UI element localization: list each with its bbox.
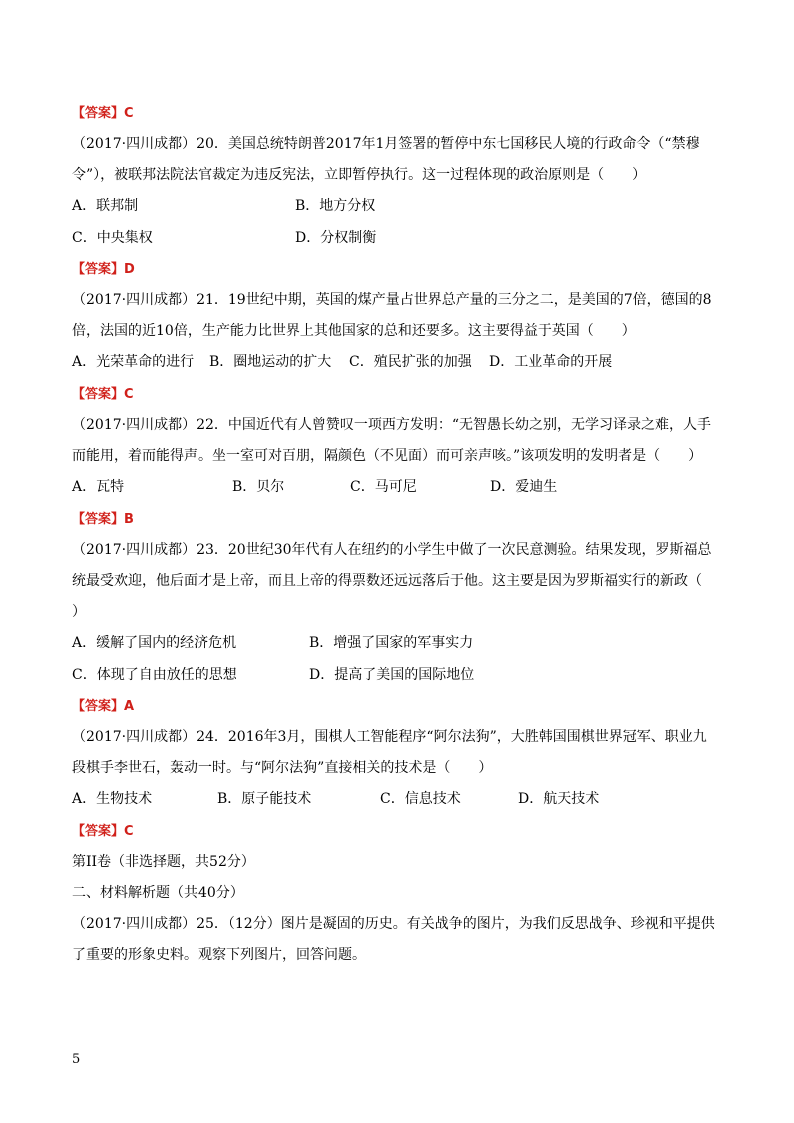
answer-value: D <box>124 262 135 277</box>
answer-label: 【答案】 <box>72 262 125 277</box>
question-23-line-1: （2017·四川成都）23．20世纪30年代有人在纽约的小学生中做了一次民意测验。结果发现，罗斯福总 <box>72 542 712 558</box>
option-b: B．圈地运动的扩大 <box>209 354 332 370</box>
section-volume-heading: 第II卷（非选择题，共52分） <box>72 854 255 870</box>
answer-label: 【答案】 <box>72 824 125 839</box>
option-d: D．工业革命的开展 <box>489 354 613 370</box>
question-24-line-2: 段棋手李世石，轰动一时。与“阿尔法狗”直接相关的技术是（ ） <box>72 760 493 776</box>
question-20-line-2: 令”），被联邦法院法官裁定为违反宪法，立即暂停执行。这一过程体现的政治原则是（ ） <box>72 167 647 183</box>
page-number: 5 <box>72 1052 81 1067</box>
option-d: D．航天技术 <box>518 791 600 807</box>
option-d: D．爱迪生 <box>490 479 558 495</box>
question-21-line-2: 倍，法国的近10倍，生产能力比世界上其他国家的总和还要多。这主要得益于英国（ ） <box>72 323 636 339</box>
answer-line <box>72 260 722 279</box>
option-a: A．缓解了国内的经济危机 <box>72 635 237 651</box>
answer-line <box>72 822 722 841</box>
option-d: D．分权制衡 <box>295 230 377 246</box>
question-20-line-1: （2017·四川成都）20．美国总统特朗普2017年1月签署的暂停中东七国移民人境的行政命令（“禁穆 <box>72 136 700 152</box>
answer-value: C <box>124 387 134 402</box>
option-a: A．光荣革命的进行 <box>72 354 195 370</box>
option-c: C．体现了自由放任的思想 <box>72 667 237 683</box>
option-d: D．提高了美国的国际地位 <box>309 667 475 683</box>
answer-line <box>72 104 722 123</box>
option-c: C．马可尼 <box>350 479 417 495</box>
option-b: B．地方分权 <box>295 198 376 214</box>
answer-line <box>72 697 722 716</box>
section-part-heading: 二、材料解析题（共40分） <box>72 885 244 901</box>
answer-label: 【答案】 <box>72 512 125 527</box>
answer-value: A <box>124 699 135 714</box>
option-c: C．信息技术 <box>380 791 461 807</box>
answer-value: C <box>124 106 134 121</box>
answer-label: 【答案】 <box>72 387 125 402</box>
option-b: B．原子能技术 <box>217 791 312 807</box>
question-25-line-2: 了重要的形象史料。观察下列图片，回答问题。 <box>72 947 366 963</box>
answer-label: 【答案】 <box>72 699 125 714</box>
question-22-line-2: 而能用，着而能得声。坐一室可对百朋，隔颜色（不见面）而可亲声咳。”该项发明的发明者是（ ） <box>72 448 703 464</box>
option-a: A．联邦制 <box>72 198 139 214</box>
option-a: A．生物技术 <box>72 791 153 807</box>
question-22-line-1: （2017·四川成都）22．中国近代有人曾赞叹一项西方发明：“无智愚长幼之别，无学习译录之难，人手 <box>72 417 712 433</box>
question-25-line-1: （2017·四川成都）25．（12分）图片是凝固的历史。有关战争的图片，为我们反思战争、珍视和平提供 <box>72 916 715 932</box>
answer-line <box>72 385 722 404</box>
question-23-line-3: ） <box>72 604 86 620</box>
answer-label: 【答案】 <box>72 106 125 121</box>
question-23-line-2: 统最受欢迎，他后面才是上帝，而且上帝的得票数还远远落后于他。这主要是因为罗斯福实行的新政（ <box>72 573 702 589</box>
option-c: C．殖民扩张的加强 <box>349 354 472 370</box>
answer-value: C <box>124 824 134 839</box>
question-24-line-1: （2017·四川成都）24．2016年3月，围棋人工智能程序“阿尔法狗”，大胜韩国围棋世界冠军、职业九 <box>72 729 707 745</box>
option-b: B．贝尔 <box>232 479 285 495</box>
option-c: C．中央集权 <box>72 230 153 246</box>
answer-line <box>72 510 722 529</box>
option-b: B．增强了国家的军事实力 <box>309 635 474 651</box>
answer-value: B <box>124 512 134 527</box>
question-21-line-1: （2017·四川成都）21．19世纪中期，英国的煤产量占世界总产量的三分之二，是美国的7倍，德国的8 <box>72 292 712 308</box>
option-a: A．瓦特 <box>72 479 125 495</box>
